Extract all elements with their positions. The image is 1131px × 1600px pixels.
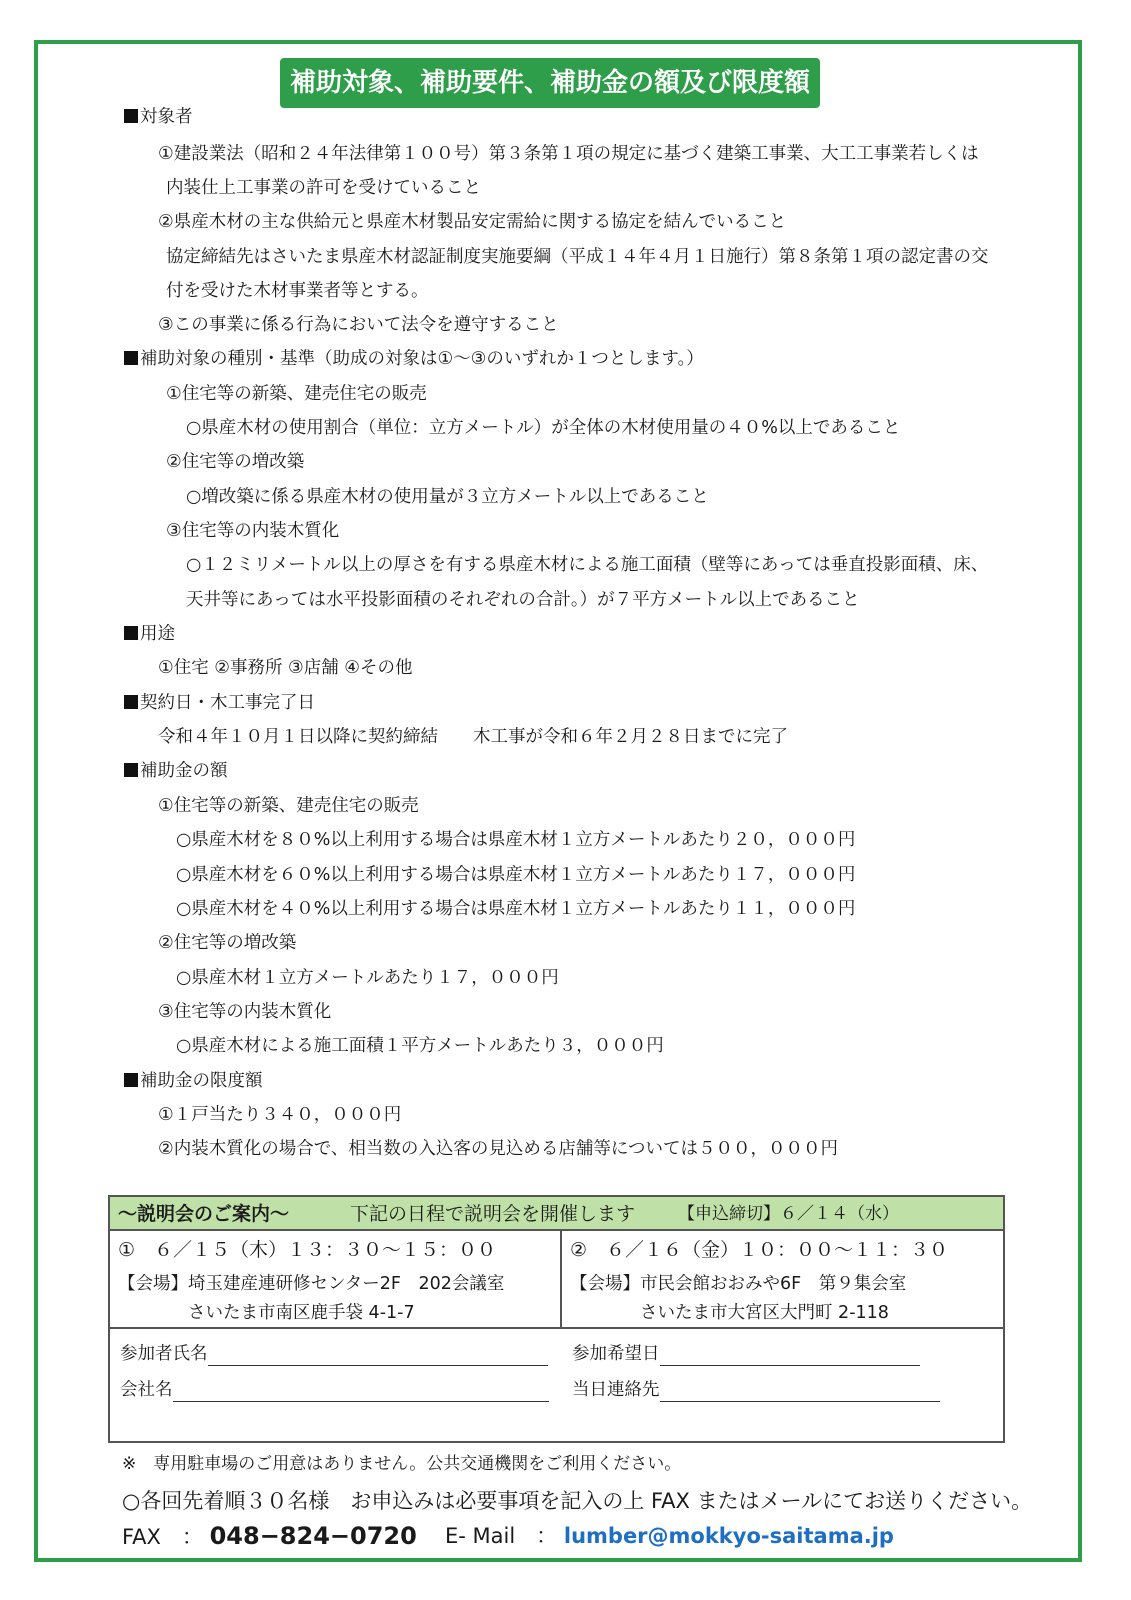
square-bullet-icon	[124, 626, 138, 640]
session-1-venue: 【会場】埼玉建産連研修センター2F 202会議室	[118, 1274, 505, 1294]
amount-item-2a: ○県産木材１立方メートルあたり１７，０００円	[176, 968, 559, 988]
amount-item-3: ③住宅等の内装木質化	[158, 1002, 332, 1022]
type-item-2: ②住宅等の増改築	[166, 452, 305, 472]
type-item-3-condition-a: ○１２ミリメートル以上の厚さを有する県産木材による施工面積（壁等にあっては垂直投影面積、床、	[186, 555, 989, 575]
field-contact[interactable]: 当日連絡先	[572, 1378, 940, 1402]
type-item-1: ①住宅等の新築、建売住宅の販売	[166, 384, 427, 404]
limit-item-2: ②内装木質化の場合で、相当数の入込客の見込める店舗等については５００，０００円	[158, 1139, 838, 1159]
amount-item-1b: ○県産木材を６０%以上利用する場合は県産木材１立方メートルあたり１７，０００円	[176, 865, 856, 885]
fax-number: 048−824−0720	[209, 1522, 417, 1550]
briefing-subheading: 下記の日程で説明会を開催します	[350, 1203, 636, 1225]
session-2-time: ② ６／１６（金）１０：００～１１：３０	[570, 1239, 949, 1261]
square-bullet-icon	[124, 351, 138, 365]
preferred-date-input[interactable]	[660, 1345, 920, 1366]
heading-date: 契約日・木工事完了日	[124, 691, 315, 715]
heading-use: 用途	[124, 622, 175, 646]
target-item-3: ③この事業に係る行為において法令を遵守すること	[158, 315, 559, 335]
limit-item-1: ①１戸当たり３４０，０００円	[158, 1105, 402, 1125]
mail-address[interactable]: lumber@mokkyo-saitama.jp	[563, 1524, 894, 1548]
square-bullet-icon	[124, 695, 138, 709]
type-item-3: ③住宅等の内装木質化	[166, 521, 340, 541]
contact-input[interactable]	[660, 1381, 940, 1402]
heading-amount: 補助金の額	[124, 759, 228, 783]
square-bullet-icon	[124, 763, 138, 777]
heading-type: 補助対象の種別・基準（助成の対象は①～③のいずれか１つとします。）	[124, 347, 704, 371]
briefing-deadline: 【申込締切】６／１４（水）	[678, 1204, 899, 1224]
target-item-2a: 協定締結先はさいたま県産木材認証制度実施要綱（平成１４年４月１日施行）第８条第１項の認定書の交	[166, 247, 989, 267]
field-preferred-date[interactable]: 参加希望日	[572, 1342, 920, 1366]
session-2-venue: 【会場】市民会館おおみや6F 第９集会室	[570, 1274, 907, 1294]
company-name-input[interactable]	[173, 1381, 549, 1402]
page-title: 補助対象、補助要件、補助金の額及び限度額	[280, 58, 820, 108]
target-item-2b: 付を受けた木材事業者等とする。	[166, 281, 429, 301]
square-bullet-icon	[124, 1073, 138, 1087]
target-item-1a: ①建設業法（昭和２４年法律第１００号）第３条第１項の規定に基づく建築工事業、大工工事業若しくは	[158, 144, 979, 164]
field-participant-name[interactable]: 参加者氏名	[120, 1342, 548, 1366]
briefing-divider-vertical	[560, 1231, 562, 1327]
type-item-2-condition: ○増改築に係る県産木材の使用量が３立方メートル以上であること	[186, 487, 709, 507]
amount-item-3a: ○県産木材による施工面積１平方メートルあたり３，０００円	[176, 1036, 664, 1056]
amount-item-1: ①住宅等の新築、建売住宅の販売	[158, 796, 419, 816]
amount-item-2: ②住宅等の増改築	[158, 933, 297, 953]
participant-name-input[interactable]	[208, 1345, 548, 1366]
session-2-address: さいたま市大宮区大門町 2-118	[640, 1303, 889, 1323]
briefing-divider-horizontal	[110, 1327, 1003, 1329]
type-item-3-condition-b: 天井等にあっては水平投影面積のそれぞれの合計。）が７平方メートル以上であること	[186, 590, 860, 610]
application-notice: ○各回先着順３０名様 お申込みは必要事項を記入の上 FAX またはメールにてお送りください。	[122, 1489, 1033, 1513]
target-item-2: ②県産木材の主な供給元と県産木材製品安定需給に関する協定を結んでいること	[158, 212, 787, 232]
fax-line	[122, 1521, 417, 1552]
square-bullet-icon	[124, 109, 138, 123]
amount-item-1a: ○県産木材を８０%以上利用する場合は県産木材１立方メートルあたり２０，０００円	[176, 830, 856, 850]
session-1-address: さいたま市南区鹿手袋 4-1-7	[188, 1303, 415, 1323]
target-item-1b: 内装仕上工事業の許可を受けていること	[166, 178, 481, 198]
heading-limit: 補助金の限度額	[124, 1069, 263, 1093]
type-item-1-condition: ○県産木材の使用割合（単位：立方メートル）が全体の木材使用量の４０%以上であること	[186, 418, 901, 438]
heading-target: 対象者	[124, 105, 193, 129]
briefing-heading: ～説明会のご案内～	[118, 1203, 290, 1225]
mail-line	[445, 1521, 894, 1551]
use-items: ①住宅 ②事務所 ③店舗 ④その他	[158, 658, 413, 678]
fax-label: FAX ：	[122, 1525, 203, 1549]
date-text: 令和４年１０月１日以降に契約締結 木工事が令和６年２月２８日までに完了	[158, 727, 788, 747]
mail-label: E- Mail ：	[445, 1524, 558, 1548]
session-1-time: ① ６／１５（木）１３：３０～１５：００	[118, 1239, 497, 1261]
amount-item-1c: ○県産木材を４０%以上利用する場合は県産木材１立方メートルあたり１１，０００円	[176, 899, 856, 919]
parking-note: ※ 専用駐車場のご用意はありません。公共交通機関をご利用ください。	[122, 1454, 682, 1474]
field-company-name[interactable]: 会社名	[120, 1378, 549, 1402]
